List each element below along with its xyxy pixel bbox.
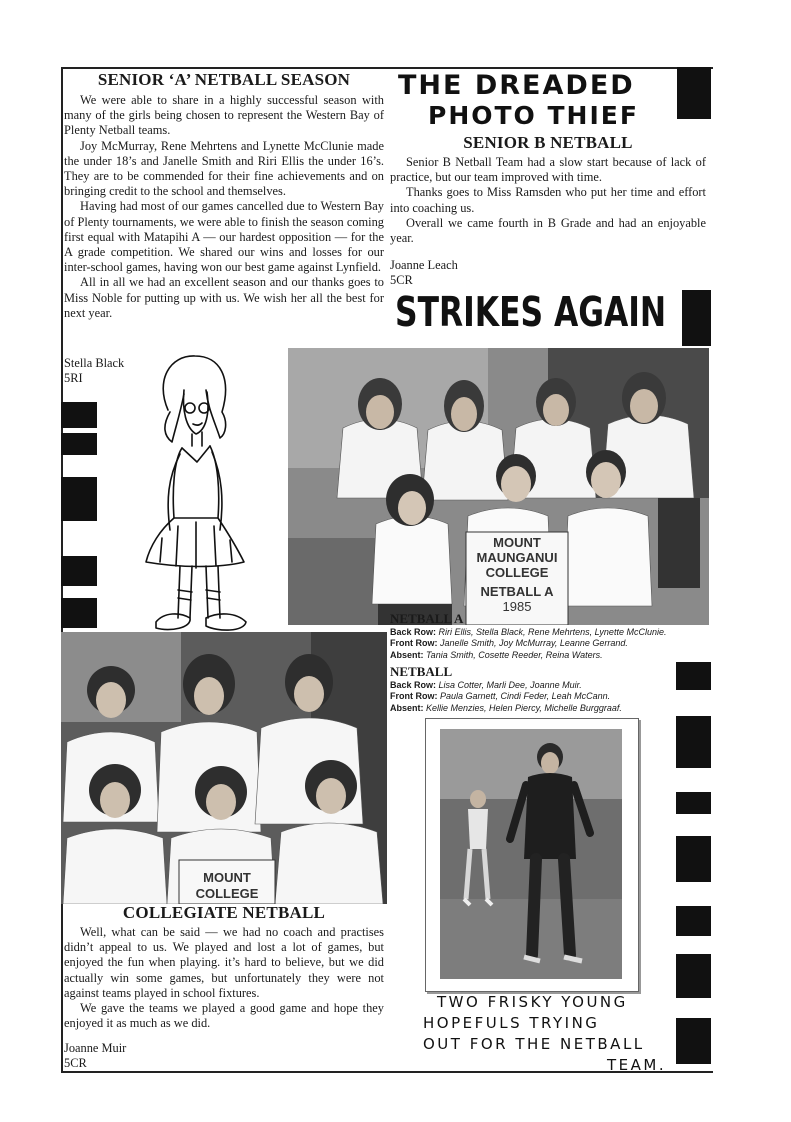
senior-a-author-name: Stella Black bbox=[64, 356, 125, 370]
caption-label: Absent: bbox=[390, 649, 424, 660]
netball-a-title: NETBALL A bbox=[390, 611, 464, 626]
handwritten-line-3: STRIKES AGAIN bbox=[395, 288, 667, 336]
collegiate-sign bbox=[179, 870, 275, 902]
senior-a-body bbox=[64, 93, 384, 321]
senior-a-paragraph: Having had most of our games cancelled due to Western Bay of Plenty tournaments, we were able to finish the season coming first equal with Matapihi A — our hardest opposition — for the A grade competition. We shared our wins and losses for our inter-school games, having won our best game against Lynfield. bbox=[64, 199, 384, 275]
decor-block bbox=[682, 290, 711, 346]
collegiate-author-form: 5CR bbox=[64, 1056, 87, 1070]
collegiate-body bbox=[64, 925, 384, 1031]
caption-label: Front Row: bbox=[390, 691, 438, 702]
sign-line: MAUNGANUI bbox=[476, 550, 558, 565]
caption-names: Tania Smith, Cosette Reeder, Reina Waters. bbox=[426, 649, 603, 660]
senior-b-paragraph: Overall we came fourth in B Grade and had an enjoyable year. bbox=[390, 215, 706, 246]
decor-stripe bbox=[676, 1018, 711, 1064]
sign-line: 1985 bbox=[502, 599, 532, 614]
caption-names: Janelle Smith, Joy McMurray, Leanne Gerrand. bbox=[440, 638, 628, 649]
caption-names: Riri Ellis, Stella Black, Rene Mehrtens, Lynette McClunie. bbox=[438, 627, 667, 637]
decor-stripe bbox=[61, 433, 97, 455]
handwritten-line-2: PHOTO THIEF bbox=[428, 101, 639, 130]
handwritten-caption bbox=[423, 992, 667, 1076]
senior-a-paragraph: We were able to share in a highly successful season with many of the girls being chosen to represent the Western Bay of Plenty Netball teams. bbox=[64, 93, 384, 138]
senior-a-paragraph: All in all we had an excellent season and our thanks goes to Miss Noble for putting up with us. We wish her all the best for next year. bbox=[64, 275, 384, 320]
netball-a-caption bbox=[390, 611, 708, 661]
netball-a-sign bbox=[466, 535, 568, 614]
caption-label: Back Row: bbox=[390, 680, 437, 690]
handwritten-caption-line: OUT FOR THE NETBALL bbox=[423, 1035, 645, 1053]
senior-b-author-form: 5CR bbox=[390, 273, 413, 287]
sign-line: MOUNT bbox=[203, 870, 251, 885]
caption-names: Kellie Menzies, Helen Piercy, Michelle Burggraaf. bbox=[426, 702, 622, 713]
senior-a-title: SENIOR ‘A’ NETBALL SEASON bbox=[97, 70, 351, 89]
netball-title: NETBALL bbox=[390, 664, 453, 679]
handwritten-line-1: THE DREADED bbox=[398, 70, 635, 101]
decor-stripe bbox=[61, 477, 97, 521]
decor-stripe bbox=[61, 598, 97, 628]
caption-label: Back Row: bbox=[390, 627, 437, 637]
sign-line: COLLEGE bbox=[195, 886, 259, 901]
handwritten-caption-line: HOPEFULS TRYING bbox=[423, 1014, 600, 1032]
senior-b-paragraph: Senior B Netball Team had a slow start because of lack of practice, but our team improved with time. bbox=[390, 155, 706, 185]
decor-stripe bbox=[676, 716, 711, 768]
decor-stripe bbox=[676, 836, 711, 882]
collegiate-paragraph: We gave the teams we played a good game and hope they enjoyed it as much as we did. bbox=[64, 1001, 384, 1031]
collegiate-paragraph: Well, what can be said — we had no coach and practises didn’t appeal to us. We played and lost a lot of games, but enjoyed the fun when playing. it’s hard to believe, but we did actually win some games, but unfortunately they were not against teams played in school fixtures. bbox=[64, 925, 384, 1000]
collegiate-author-name: Joanne Muir bbox=[64, 1041, 127, 1055]
handwritten-caption-line: TWO FRISKY YOUNG bbox=[437, 993, 628, 1011]
senior-b-title: SENIOR B NETBALL bbox=[463, 133, 633, 152]
caption-label: Absent: bbox=[390, 702, 424, 713]
caption-names: Paula Garnett, Cindi Feder, Leah McCann. bbox=[440, 691, 611, 702]
sign-line: MOUNT bbox=[493, 535, 541, 550]
sign-line: NETBALL A bbox=[480, 584, 554, 599]
sign-line: COLLEGE bbox=[485, 565, 549, 580]
senior-a-author-form: 5RI bbox=[64, 371, 83, 385]
decor-stripe bbox=[61, 556, 97, 586]
decor-stripe bbox=[61, 402, 97, 428]
cartoon-girl-illustration bbox=[110, 350, 270, 638]
decor-block bbox=[677, 67, 711, 119]
decor-stripe bbox=[676, 792, 711, 814]
decor-stripe bbox=[676, 906, 711, 936]
snapshot-frame bbox=[425, 718, 639, 992]
senior-b-paragraph: Thanks goes to Miss Ramsden who put her time and effort into coaching us. bbox=[390, 185, 706, 215]
senior-a-paragraph: Joy McMurray, Rene Mehrtens and Lynette McClunie made the under 18’s and Janelle Smith and Riri Ellis the under 16’s. They are to be commended for their fine achievements and on bringing credit to the school and themselves. bbox=[64, 138, 384, 199]
handwritten-caption-line: TEAM. bbox=[607, 1056, 667, 1074]
netball-caption bbox=[390, 664, 680, 714]
decor-stripe bbox=[676, 954, 711, 998]
snapshot-photo bbox=[440, 729, 622, 979]
collegiate-title: COLLEGIATE NETBALL bbox=[122, 903, 326, 922]
collegiate-team-photo bbox=[61, 632, 387, 904]
caption-names: Lisa Cotter, Marli Dee, Joanne Muir. bbox=[438, 680, 582, 690]
senior-b-body bbox=[390, 155, 706, 246]
caption-label: Front Row: bbox=[390, 638, 438, 649]
senior-b-author-name: Joanne Leach bbox=[390, 258, 458, 272]
decor-stripe bbox=[676, 662, 711, 690]
